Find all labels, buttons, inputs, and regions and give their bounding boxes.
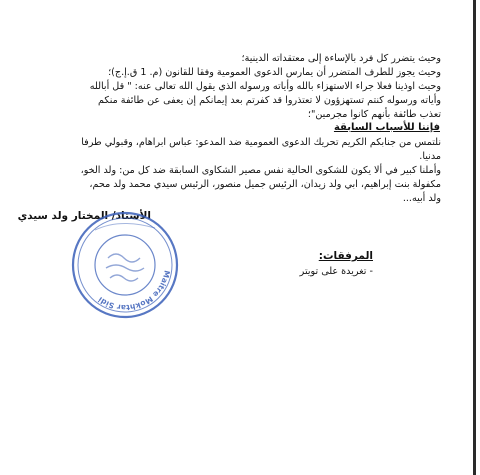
text-line: ولد أبيه... [402,193,441,204]
text-line: وحيث يتضرر كل فرد بالإساءة إلى معتقداته الدينية؛ [241,53,441,64]
svg-text:Maitre Mokhtar Sidi [96,270,171,312]
text-line: وحيث يجوز للطرف المتضرر أن يمارس الدعوى العمومية وفقا للقانون (م. 1 ق.إ.ج)؛ [108,67,441,78]
text-line: وحيث اوذينا فعلا جراء الاستهزاء بالله وأياته ورسوله الذي يقول الله تعالى عنه: " قل أبالله [89,81,441,92]
text-line: مكفولة بنت إبراهيم، ابي ولد زيدان، الرئيس جميل منصور، الرئيس سيدي محمد ولد محم، [89,179,441,190]
section-heading: فإننا للأسباب السابقة [333,122,440,133]
paragraph-reasons [41,52,441,122]
text-line: نلتمس من جنابكم الكريم تحريك الدعوى العمومية ضد المدعو: عباس ابراهام، وقبولي طرفا [81,137,441,148]
paragraph-hope [41,164,441,206]
signer-name: الأستاذ/ المختار ولد سيدي [17,210,151,222]
text-line: وأياته ورسوله كنتم تستهزؤون لا تعتذروا قد كفرتم بعد إيمانكم إن يعفى عن طائفة منكم [98,95,441,106]
attachment-item: - تغريدة على تويتر [299,266,373,277]
attachments-title: المرفقات: [318,250,373,262]
paragraph-request [41,136,441,164]
text-line: مدنيا. [419,151,441,162]
official-stamp-icon [70,210,180,320]
text-line: وأملنا كبير في ألا يكون للشكوى الحالية نفس مصير الشكاوى السابقة ضد كل من: ولد الخو، [80,165,441,176]
text-line: تعذب طائفة بأنهم كانوا مجرمين"؛ [307,109,441,120]
stamp-text: Maitre Mokhtar Sidi [96,269,172,313]
